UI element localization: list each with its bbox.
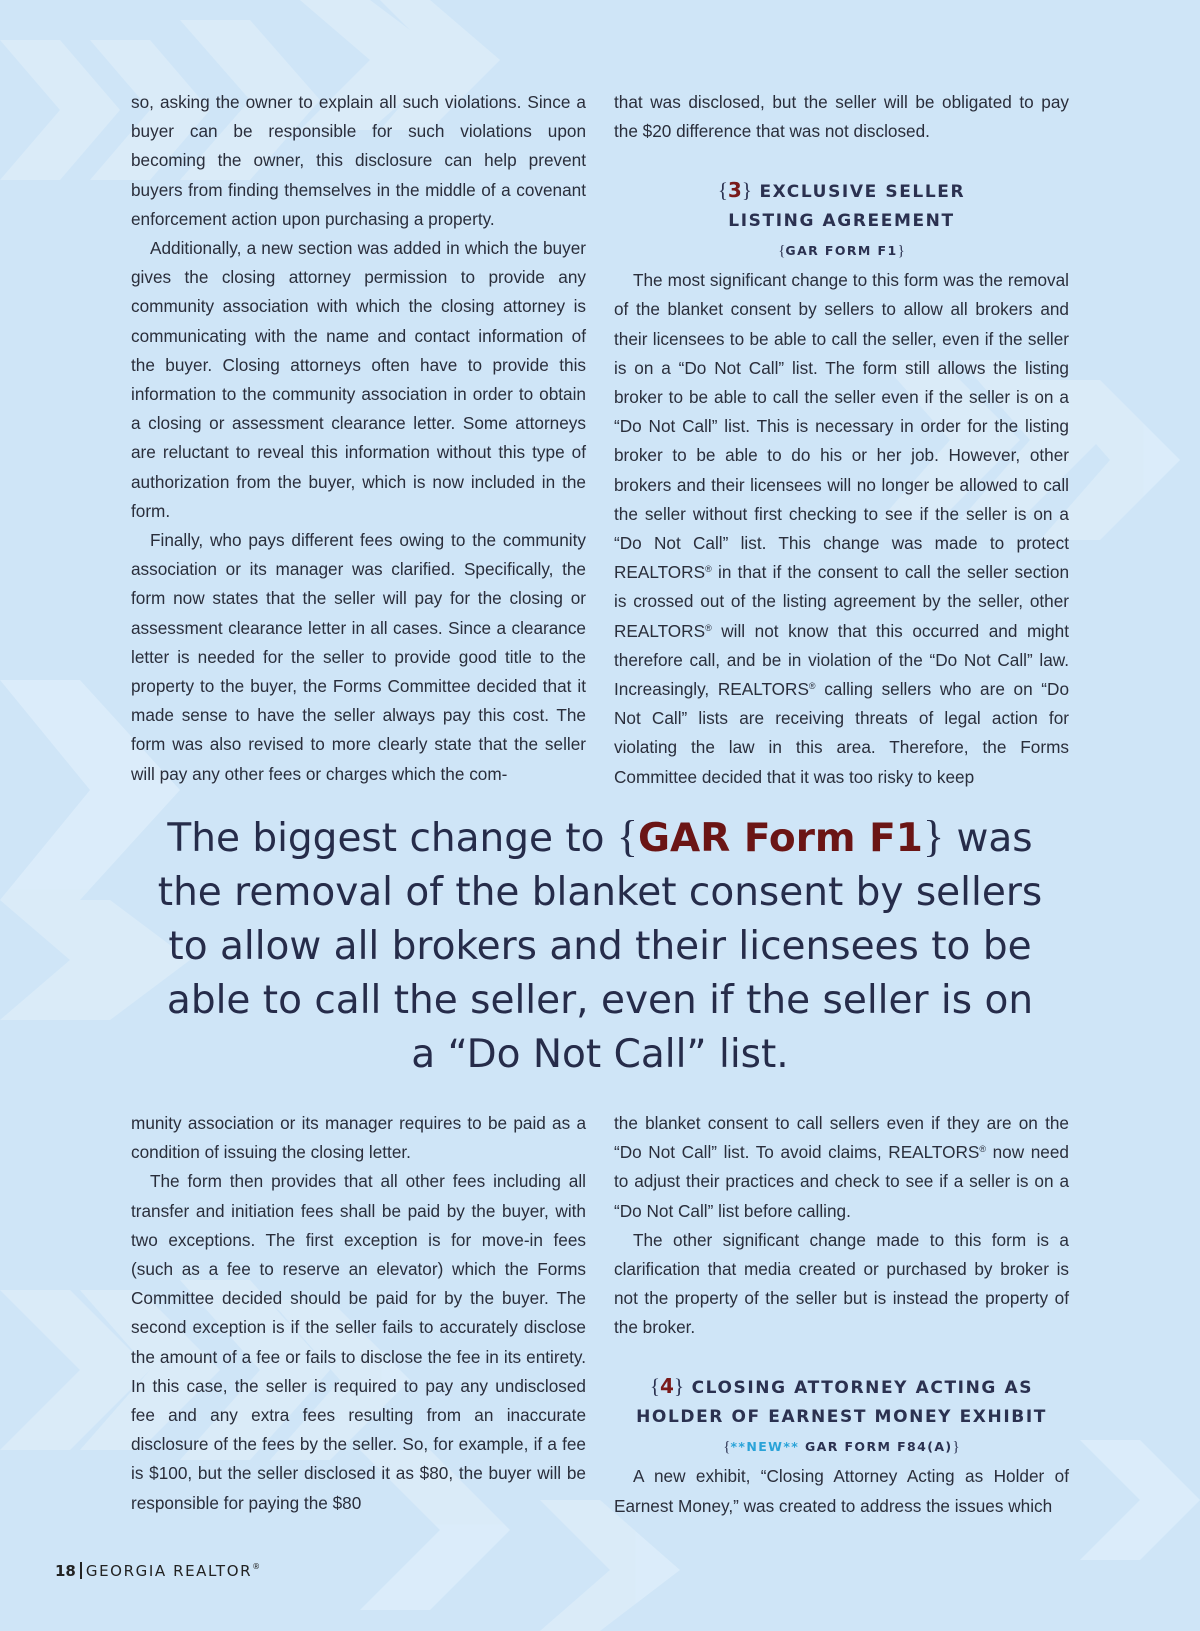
brace: { [717, 177, 728, 202]
new-badge: **NEW** [730, 1439, 800, 1455]
brace: } [922, 812, 945, 861]
registered-mark: ® [808, 681, 816, 692]
section-3-form-label [614, 236, 1069, 266]
paragraph: The other significant change made to this form is a clarification that media created or purchased by broker is not the property of the seller but is instead the property of the broker. [614, 1229, 1069, 1338]
text-run: now need to adjust their practices and check to see if a seller is on a “Do Not Call” list before calling. [614, 1142, 1069, 1221]
section-number: 4 [660, 1373, 674, 1398]
brace: } [897, 243, 905, 259]
paragraph: Finally, who pays different fees owing to the community association or its manager was clarified. Specifically, the form now states that the seller will pay for the closing or assessment clearance letter in all cases. Since a clearance letter is needed for the seller to provide good title to the property to the buyer, the Forms Committee decided that it made sense to have the seller always pay this cost. The form was also revised to more clearly state that the seller will pay any other fees or charges which the com- [131, 530, 586, 784]
brace: } [673, 1373, 685, 1398]
column-right-bottom [614, 1109, 1069, 1521]
section-title-line1: EXCLUSIVE SELLER [759, 181, 966, 202]
registered-mark: ® [252, 1562, 261, 1571]
text-run: calling sellers who are on “Do Not Call” lists are receiving threats of legal action for violating the law in this area. Therefore, the Forms Committee decided that it was too risky to keep [614, 679, 1069, 787]
footer-divider [80, 1562, 82, 1579]
brace: { [723, 1439, 731, 1456]
section-4-form-label [614, 1432, 1069, 1462]
paragraph [614, 1109, 1069, 1226]
paragraph: Additionally, a new section was added in which the buyer gives the closing attorney permission to provide any community association with which the closing attorney is communicating with the name and contact information of the buyer. Closing attorneys often have to provide this information to the community association in order to obtain a closing or assessment clearance letter. Some attorneys are reluctant to reveal this information without this type of authorization from the buyer, which is now included in the form. [131, 238, 586, 521]
section-4-heading [614, 1372, 1069, 1432]
paragraph: munity association or its manager requires to be paid as a condition of issuing the closing letter. [131, 1113, 586, 1163]
section-title-line1: CLOSING ATTORNEY ACTING AS [691, 1377, 1034, 1398]
paragraph: so, asking the owner to explain all such violations. Since a buyer can be responsible for such violations upon becoming the owner, this disclosure can help prevent buyers from finding themselves in the middle of a covenant enforcement action upon purchasing a property. [131, 92, 586, 229]
brace: } [952, 1439, 960, 1456]
column-left-top [131, 88, 586, 789]
page-footer [55, 1562, 260, 1580]
quote-text: The biggest change to [167, 816, 617, 861]
paragraph: A new exhibit, “Closing Attorney Acting as Holder of Earnest Money,” was created to address the issues which [614, 1466, 1069, 1516]
paragraph: The form then provides that all other fees including all transfer and initiation fees shall be paid by the buyer, with two exceptions. The first exception is for move-in fees (such as a fee to reserve an elevator) which the Forms Committee decided should be paid for by the buyer. The second exception is if the seller fails to accurately disclose the amount of a fee or fails to disclose the fee in its entirety. In this case, the seller is required to pay any undisclosed fee and any extra fees resulting from an inaccurate disclosure of the fees by the seller. So, for example, if a fee is $100, but the seller disclosed it as $80, the buyer will be responsible for paying the $80 [131, 1171, 586, 1513]
quote-text: was the removal of the blanket consent by sellers to allow all brokers and their licensees to be able to call the seller, even if the seller is on a “Do Not Call” list. [157, 816, 1043, 1077]
brace: } [741, 177, 752, 202]
page-number: 18 [55, 1562, 76, 1580]
registered-mark: ® [705, 564, 712, 575]
column-right-top [614, 88, 1069, 792]
section-title-line2: HOLDER OF EARNEST MONEY EXHIBIT [636, 1407, 1047, 1428]
form-name: GAR FORM F1 [785, 243, 898, 258]
form-name: GAR FORM F84(A) [799, 1439, 953, 1455]
pull-quote [150, 810, 1050, 1082]
text-run: The most significant change to this form was the removal of the blanket consent by sellers to allow all brokers and their licensees to be able to call the seller, even if the seller is on a “Do Not Call” list. The form still allows the listing broker to be able to call the seller even if the seller is on a “Do Not Call” list. This is necessary in order for the listing broker to be able to do his or her job. However, other brokers and their licensees will no longer be allowed to call the seller without first checking to see if the seller is on a “Do Not Call” list. This change was made to protect REALTORS [614, 270, 1069, 583]
text-run: the blanket consent to call sellers even if they are on the “Do Not Call” list. To avoid claims, REALTORS [614, 1113, 1069, 1163]
paragraph [614, 266, 1069, 792]
section-3-heading [614, 176, 1069, 236]
text-run: will not know that this occurred and might therefore call, and be in violation of the “Do Not Call” law. Increasingly, REALTORS [614, 620, 1069, 700]
quote-form-name: GAR Form F1 [638, 816, 923, 861]
brace: { [616, 812, 639, 861]
publication-name: GEORGIA REALTOR [85, 1562, 253, 1580]
paragraph: that was disclosed, but the seller will be obligated to pay the $20 difference that was not disclosed. [614, 92, 1069, 142]
column-left-bottom [131, 1109, 586, 1518]
brace: { [649, 1373, 661, 1398]
section-number: 3 [727, 177, 742, 202]
section-title-line2: LISTING AGREEMENT [728, 210, 955, 231]
registered-mark: ® [979, 1144, 986, 1155]
brace: { [778, 243, 786, 259]
registered-mark: ® [705, 622, 712, 633]
text-run: in that if the consent to call the seller section is crossed out of the listing agreement by the seller, other REALTORS [614, 562, 1069, 641]
